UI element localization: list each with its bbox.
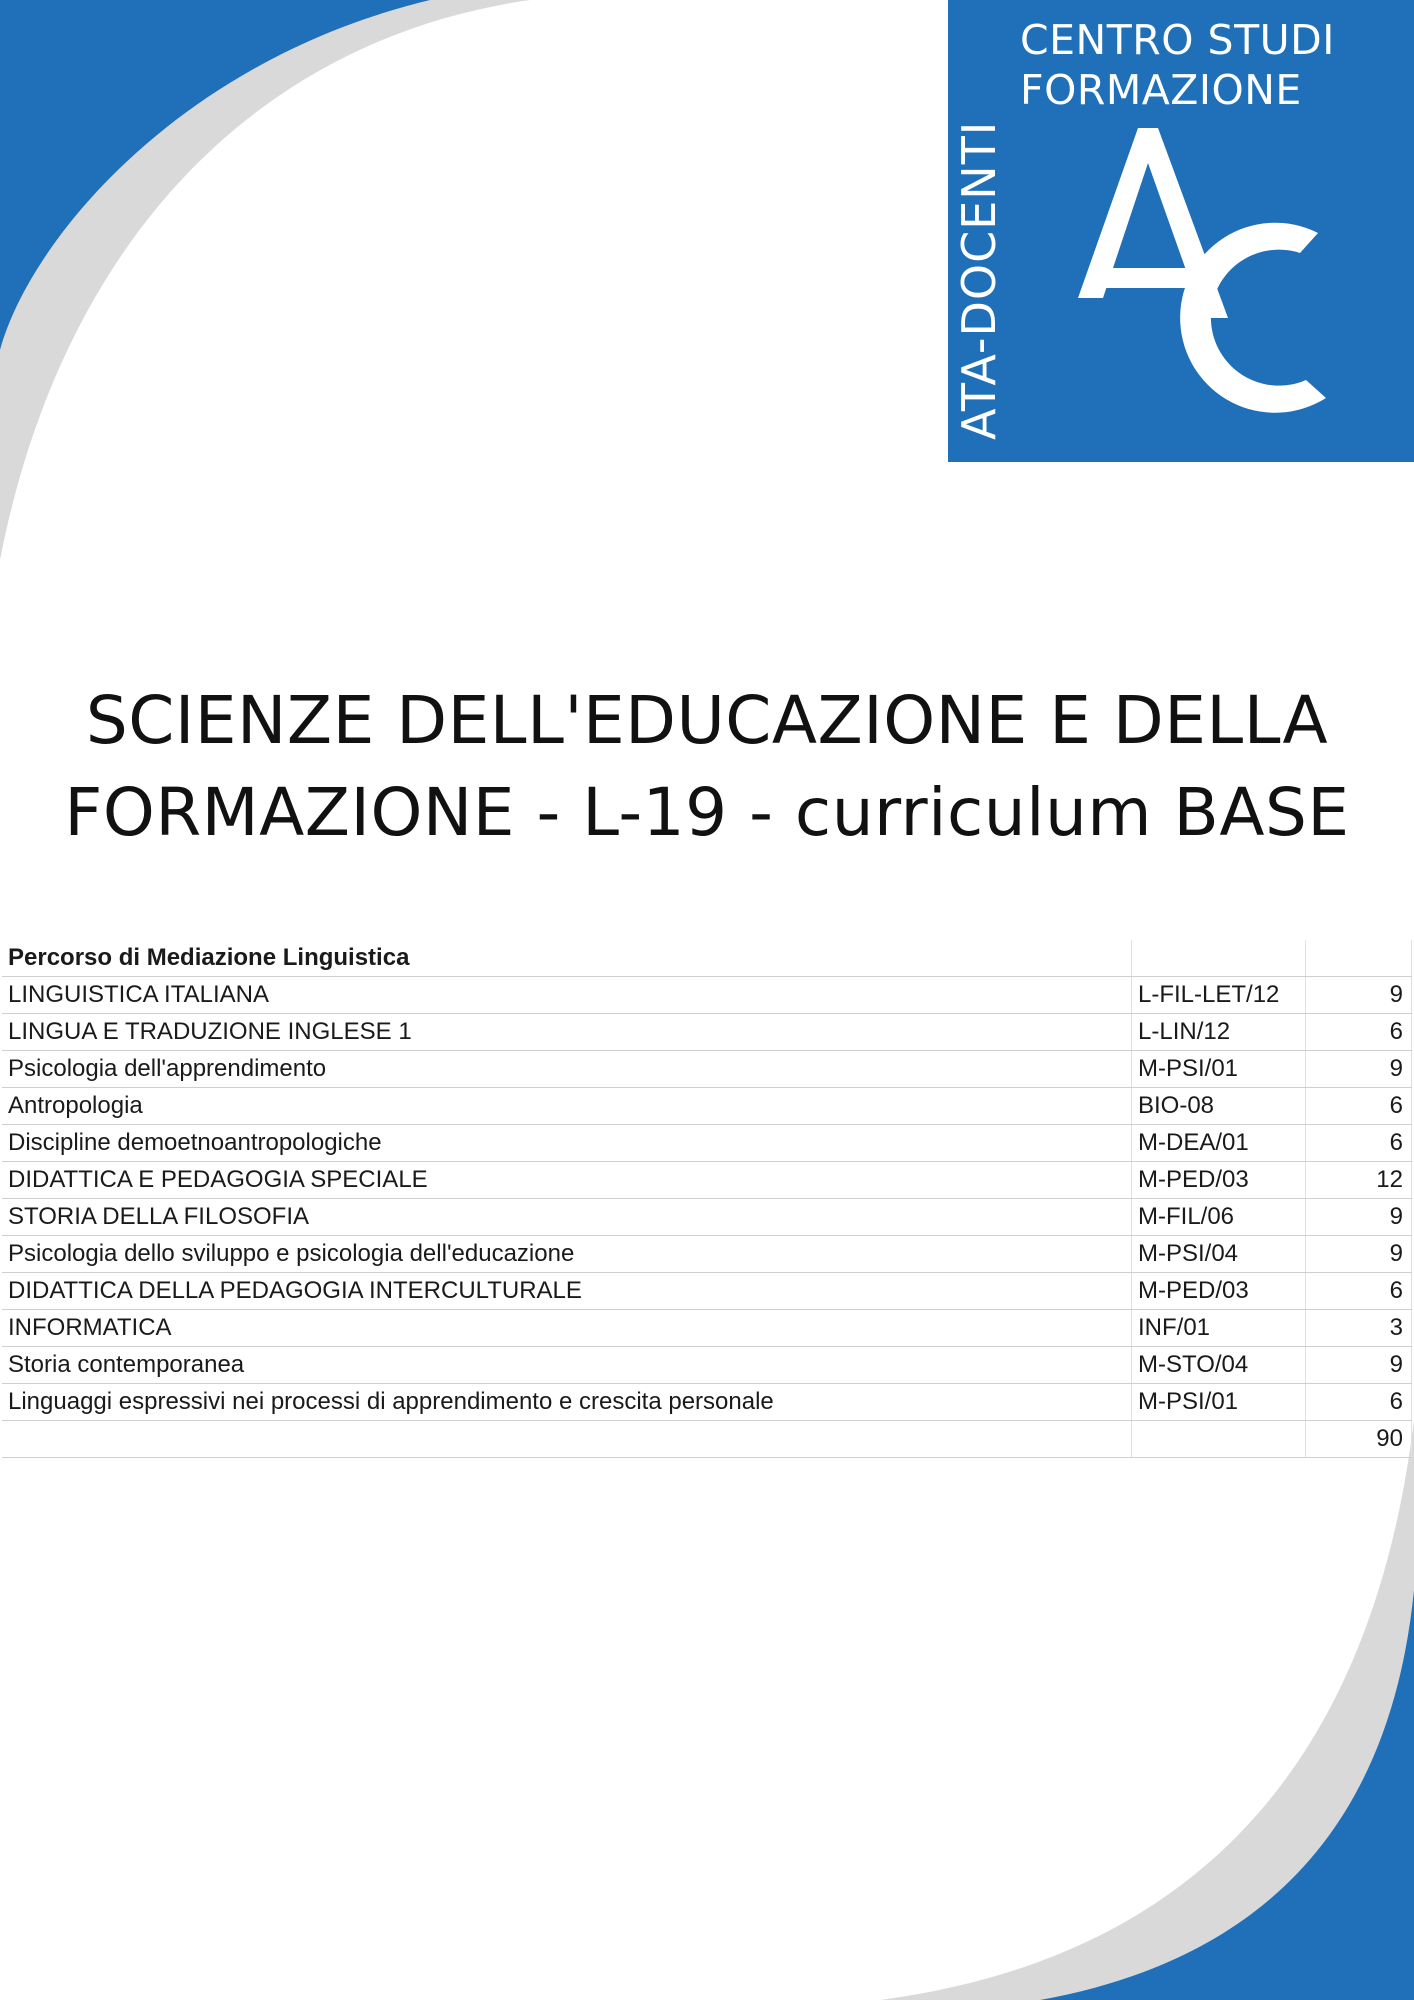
course-code-cell: L-LIN/12 <box>1132 1014 1306 1051</box>
table-row <box>2 1310 1412 1347</box>
course-credits-cell: 9 <box>1306 977 1412 1014</box>
course-name-cell: Antropologia <box>2 1088 1132 1125</box>
title-line2: FORMAZIONE - L-19 - curriculum BASE <box>64 774 1350 851</box>
course-name-cell: Psicologia dello sviluppo e psicologia dell'educazione <box>2 1236 1132 1273</box>
course-credits-cell: 6 <box>1306 1088 1412 1125</box>
logo-ac-monogram <box>1068 118 1388 438</box>
course-credits-cell: 6 <box>1306 1125 1412 1162</box>
header-name-cell: Percorso di Mediazione Linguistica <box>2 940 1132 977</box>
course-credits-cell: 3 <box>1306 1310 1412 1347</box>
table-row <box>2 1125 1412 1162</box>
header-credits-cell <box>1306 940 1412 977</box>
course-credits-cell: 9 <box>1306 1347 1412 1384</box>
course-name-cell: LINGUA E TRADUZIONE INGLESE 1 <box>2 1014 1132 1051</box>
page-title <box>0 675 1414 859</box>
table-row <box>2 1014 1412 1051</box>
course-code-cell: INF/01 <box>1132 1310 1306 1347</box>
course-code-cell: M-PSI/01 <box>1132 1051 1306 1088</box>
table-row <box>2 1162 1412 1199</box>
course-name-cell: Linguaggi espressivi nei processi di apprendimento e crescita personale <box>2 1384 1132 1421</box>
brand-logo <box>948 0 1414 462</box>
course-code-cell: M-DEA/01 <box>1132 1125 1306 1162</box>
course-credits-cell: 12 <box>1306 1162 1412 1199</box>
logo-text-line2: FORMAZIONE <box>1020 66 1302 114</box>
course-code-cell: M-PSI/04 <box>1132 1236 1306 1273</box>
table-header-row <box>2 940 1412 977</box>
table-row <box>2 1347 1412 1384</box>
course-credits-cell: 6 <box>1306 1384 1412 1421</box>
table-row <box>2 1199 1412 1236</box>
curriculum-table <box>2 940 1412 1458</box>
logo-vertical-text: ATA-DOCENTI <box>952 120 1006 440</box>
total-code-cell <box>1132 1421 1306 1458</box>
total-credits-cell: 90 <box>1306 1421 1412 1458</box>
table-row <box>2 1236 1412 1273</box>
course-name-cell: DIDATTICA DELLA PEDAGOGIA INTERCULTURALE <box>2 1273 1132 1310</box>
course-credits-cell: 6 <box>1306 1014 1412 1051</box>
course-name-cell: DIDATTICA E PEDAGOGIA SPECIALE <box>2 1162 1132 1199</box>
course-name-cell: INFORMATICA <box>2 1310 1132 1347</box>
course-name-cell: STORIA DELLA FILOSOFIA <box>2 1199 1132 1236</box>
course-name-cell: Storia contemporanea <box>2 1347 1132 1384</box>
course-name-cell: Discipline demoetnoantropologiche <box>2 1125 1132 1162</box>
course-credits-cell: 9 <box>1306 1199 1412 1236</box>
logo-text-line1: CENTRO STUDI <box>1020 16 1335 64</box>
table-row <box>2 1088 1412 1125</box>
table-row <box>2 1384 1412 1421</box>
course-credits-cell: 9 <box>1306 1236 1412 1273</box>
table-total-row <box>2 1421 1412 1458</box>
course-code-cell: M-FIL/06 <box>1132 1199 1306 1236</box>
course-name-cell: LINGUISTICA ITALIANA <box>2 977 1132 1014</box>
table-row <box>2 1051 1412 1088</box>
total-name-cell <box>2 1421 1132 1458</box>
header-code-cell <box>1132 940 1306 977</box>
title-line1: SCIENZE DELL'EDUCAZIONE E DELLA <box>85 682 1329 759</box>
course-code-cell: M-PSI/01 <box>1132 1384 1306 1421</box>
table-row <box>2 977 1412 1014</box>
course-code-cell: M-PED/03 <box>1132 1162 1306 1199</box>
course-credits-cell: 6 <box>1306 1273 1412 1310</box>
course-code-cell: M-PED/03 <box>1132 1273 1306 1310</box>
course-credits-cell: 9 <box>1306 1051 1412 1088</box>
table-row <box>2 1273 1412 1310</box>
course-code-cell: M-STO/04 <box>1132 1347 1306 1384</box>
course-code-cell: BIO-08 <box>1132 1088 1306 1125</box>
course-name-cell: Psicologia dell'apprendimento <box>2 1051 1132 1088</box>
course-code-cell: L-FIL-LET/12 <box>1132 977 1306 1014</box>
